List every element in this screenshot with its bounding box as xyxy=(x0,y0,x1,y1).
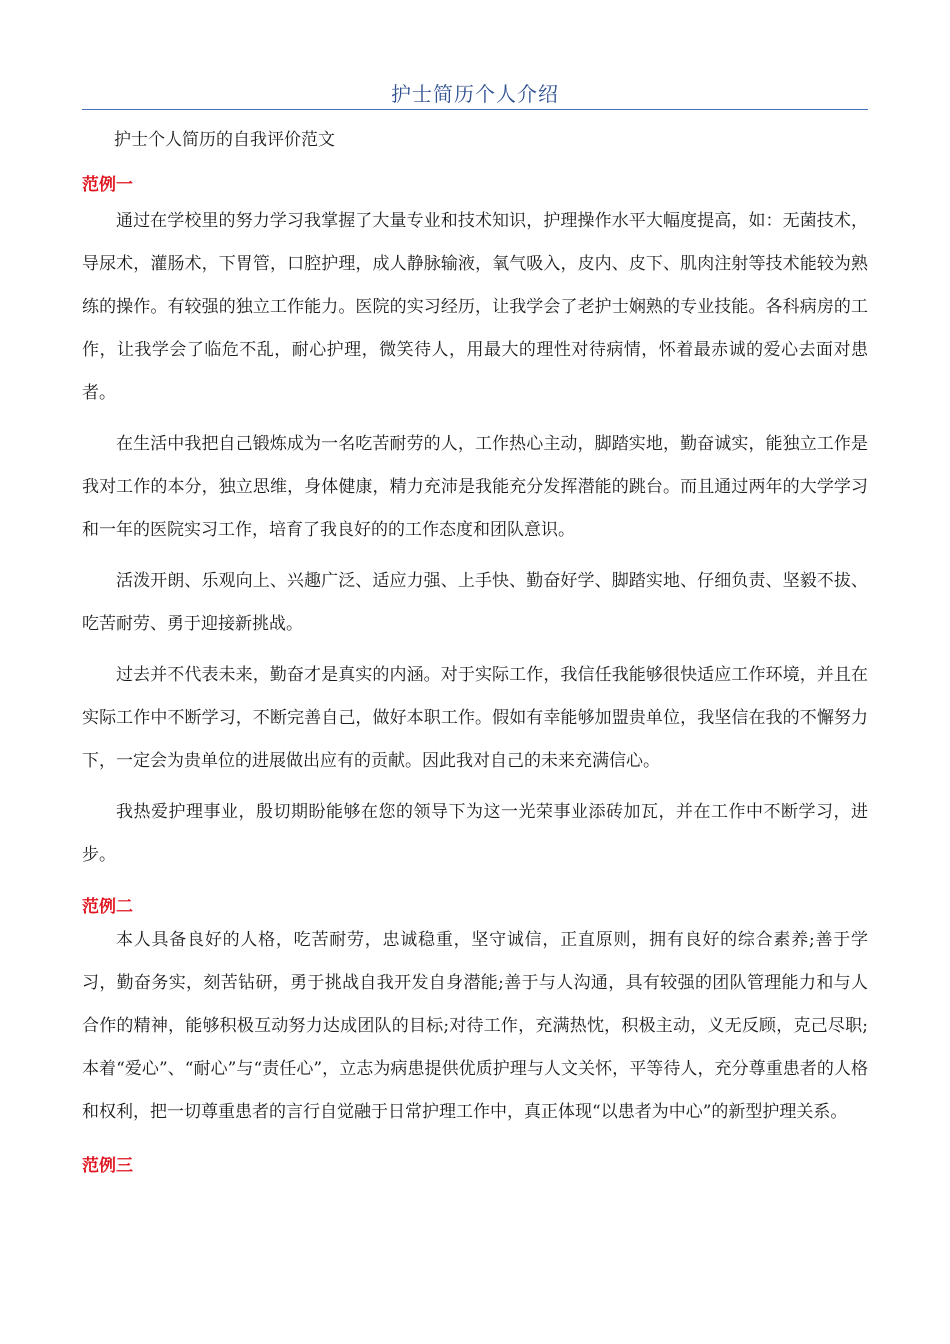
document-body xyxy=(82,0,868,1178)
paragraph: 通过在学校里的努力学习我掌握了大量专业和技术知识，护理操作水平大幅度提高，如：无菌技术，导尿术，灌肠术，下胃管，口腔护理，成人静脉输液，氧气吸入，皮内、皮下、肌肉注射等技术能较为熟练的操作。有较强的独立工作能力。医院的实习经历，让我学会了老护士娴熟的专业技能。各科病房的工作，让我学会了临危不乱，耐心护理，微笑待人，用最大的理性对待病情，怀着最赤诚的爱心去面对患者。 xyxy=(82,211,868,403)
paragraph: 活泼开朗、乐观向上、兴趣广泛、适应力强、上手快、勤奋好学、脚踏实地、仔细负责、坚毅不拔、吃苦耐劳、勇于迎接新挑战。 xyxy=(82,571,868,634)
title-divider xyxy=(82,109,868,110)
section-example-2 xyxy=(82,895,868,1134)
paragraph: 过去并不代表未来，勤奋才是真实的内涵。对于实际工作，我信任我能够很快适应工作环境，并且在实际工作中不断学习，不断完善自己，做好本职工作。假如有幸能够加盟贵单位，我坚信在我的不懈努力下，一定会为贵单位的进展做出应有的贡献。因此我对自己的未来充满信心。 xyxy=(82,665,868,771)
section-heading: 范例二 xyxy=(82,897,133,917)
paragraph: 在生活中我把自己锻炼成为一名吃苦耐劳的人，工作热心主动，脚踏实地，勤奋诚实，能独立工作是我对工作的本分，独立思维，身体健康，精力充沛是我能充分发挥潜能的跳台。而且通过两年的大学学习和一年的医院实习工作，培育了我良好的的工作态度和团队意识。 xyxy=(82,434,868,540)
section-heading: 范例一 xyxy=(82,175,133,195)
section-example-3 xyxy=(82,1154,868,1178)
document-subtitle: 护士个人简历的自我评价范文 xyxy=(114,130,335,150)
document-title: 护士简历个人介绍 xyxy=(391,82,559,106)
paragraph: 本人具备良好的人格，吃苦耐劳，忠诚稳重，坚守诚信，正直原则，拥有良好的综合素养;善于学习，勤奋务实，刻苦钻研，勇于挑战自我开发自身潜能;善于与人沟通，具有较强的团队管理能力和与人合作的精神，能够积极互动努力达成团队的目标;对待工作，充满热忱，积极主动，义无反顾，克己尽职;本着“爱心”、“耐心”与“责任心”，立志为病患提供优质护理与人文关怀，平等待人，充分尊重患者的人格和权利，把一切尊重患者的言行自觉融于日常护理工作中，真正体现“以患者为中心”的新型护理关系。 xyxy=(82,930,868,1122)
paragraph: 我热爱护理事业，殷切期盼能够在您的领导下为这一光荣事业添砖加瓦，并在工作中不断学习，进步。 xyxy=(82,802,868,865)
section-heading: 范例三 xyxy=(82,1156,133,1176)
section-example-1 xyxy=(82,173,868,877)
